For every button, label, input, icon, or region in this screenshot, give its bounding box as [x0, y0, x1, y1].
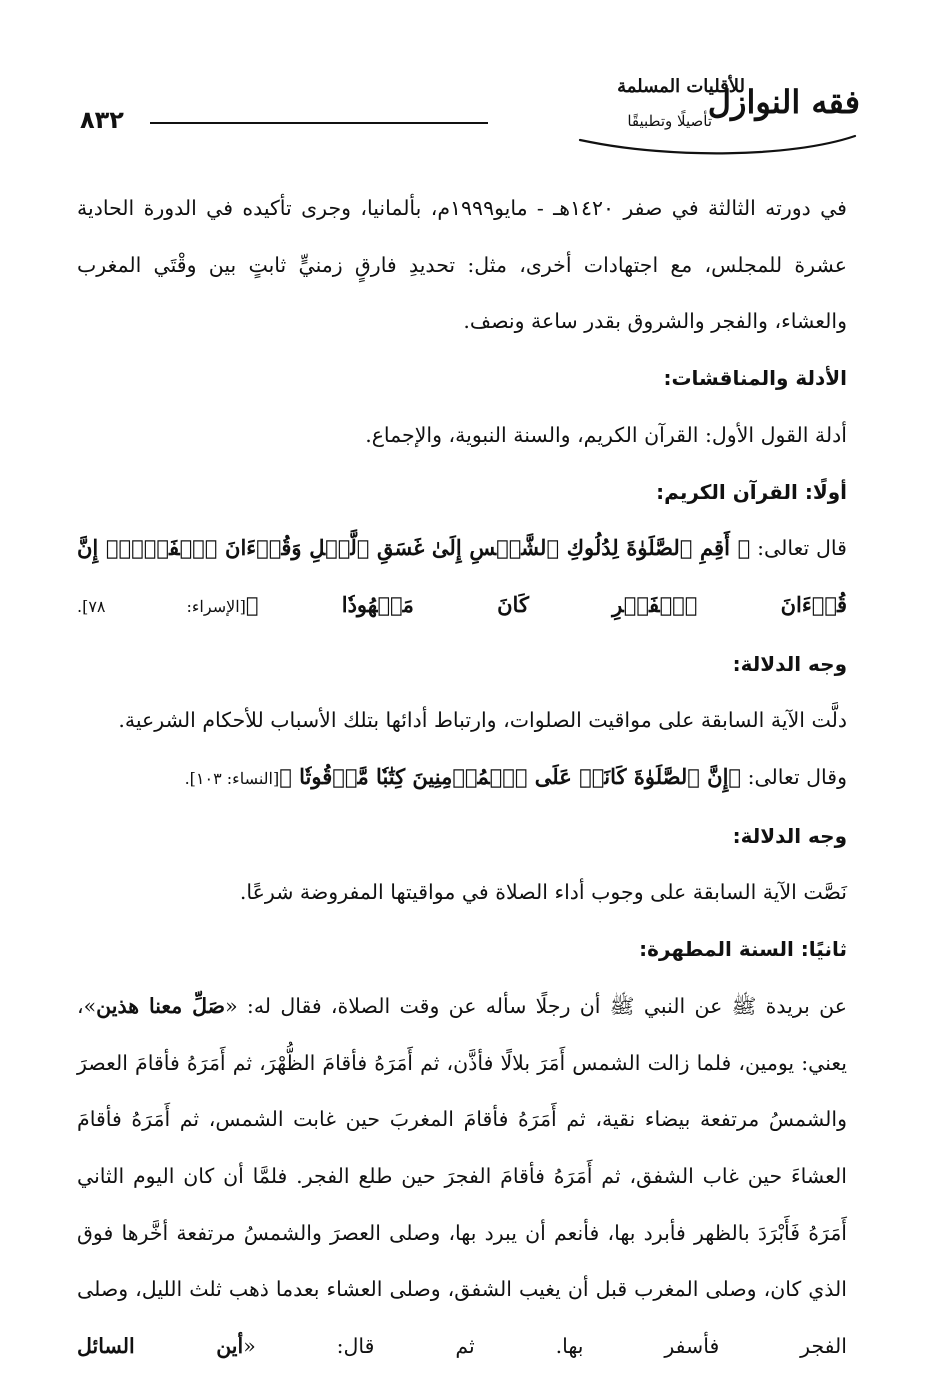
- book-title-logo: [500, 72, 860, 162]
- paragraph-indication-1: دلَّت الآية السابقة على مواقيت الصلوات، وارتباط أدائها بتلك الأسباب للأحكام الشرعية.: [118, 708, 847, 733]
- book-title-sub2: تأصيلًا وتطبيقًا: [627, 112, 712, 130]
- heading-indication-1: وجه الدلالة:: [732, 651, 847, 676]
- quran-verse-2-text: ﴿إِنَّ ٱلصَّلَوٰةَ كَانَتۡ عَلَى ٱلۡمُؤۡمِنِينَ كِتَٰبٗا مَّوۡقُوتٗا ﴾: [279, 764, 742, 790]
- paragraph-evidence-intro: أدلة القول الأول: القرآن الكريم، والسنة النبوية، والإجماع.: [365, 422, 847, 447]
- paragraph-indication-2: نَصَّت الآية السابقة على وجوب أداء الصلاة في مواقيتها المفروضة شرعًا.: [239, 880, 847, 905]
- paragraph-intro: في دورته الثالثة في صفر ١٤٢٠هـ - مايو١٩٩٩م، بألمانيا، وجرى تأكيده في الدورة الحادية عشرة للمجلس، مع اجتهادات أخرى، مثل: تحديدِ فارقٍ زمنيٍّ ثابتٍ بين وقْتَي المغرب والعشاء، والفجر والشروق بقدر ساعة ونصف.: [77, 196, 847, 334]
- book-title-sub: للأقليات المسلمة: [617, 76, 745, 97]
- heading-sunnah: ثانيًا: السنة المطهرة:: [639, 937, 847, 962]
- quran-verse-2-prefix: وقال تعالى:: [747, 765, 847, 790]
- page-number: ٨٣٢: [80, 106, 124, 134]
- quran-verse-1: [77, 520, 847, 635]
- hadith-text-1: عن بريدة ﷺ عن النبي ﷺ أن رجلًا سأله عن وقت الصلاة، فقال له: «: [225, 993, 847, 1018]
- quran-verse-1-text: ﴿ أَقِمِ ٱلصَّلَوٰةَ لِدُلُوكِ ٱلشَّمۡسِ إِلَىٰ غَسَقِ ٱلَّيۡلِ وَقُرۡءَانَ ٱلۡفَجۡرِۖ إِنَّ قُرۡءَانَ ٱلۡفَجۡرِ كَانَ مَشۡهُودٗا ﴾: [77, 535, 847, 617]
- heading-quran: أولًا: القرآن الكريم:: [656, 479, 847, 504]
- header-rule: [150, 122, 488, 124]
- hadith-quote-1: صَلِّ معنا هذين: [96, 993, 226, 1018]
- title-swash-ornament: [550, 132, 860, 156]
- quran-verse-1-prefix: قال تعالى:: [757, 536, 847, 561]
- quran-verse-2: [77, 749, 847, 808]
- heading-indication-2: وجه الدلالة:: [732, 823, 847, 848]
- heading-evidence: الأدلة والمناقشات:: [663, 366, 847, 391]
- quran-verse-2-reference: [النساء: ١٠٣].: [184, 769, 280, 789]
- quran-verse-1-reference: [الإسراء: ٧٨].: [77, 596, 246, 616]
- hadith-text-2: »، يعني: يومين، فلما زالت الشمس أَمَرَ بلالًا فأذَّن، ثم أَمَرَهُ فأقامَ الظُّهْرَ، ثم أَمَرَهُ فأقامَ العصرَ والشمسُ مرتفعة بيضاء نقية، ثم أَمَرَهُ فأقامَ المغربَ حين غابت الشمس، ثم أَمَرَهُ فأقامَ العشاءَ حين غاب الشفق، ثم أَمَرَهُ فأقامَ الفجرَ حين طلع الفجر. فلمَّا أن كان اليوم الثاني أَمَرَهُ فَأَبْرَدَ بالظهر فأبرد بها، فأنعم أن يبرد بها، وصلى العصرَ والشمسُ مرتفعة أخَّرها فوق الذي كان، وصلى المغرب قبل أن يغيب الشفق، وصلى العشاء بعدما ذهب ثلث الليل، وصلى الفجر فأسفر بها. ثم قال: «: [77, 993, 847, 1359]
- book-title-main: فقه النوازل: [707, 83, 860, 121]
- paragraph-hadith: [77, 978, 847, 1375]
- hadith-quote-2: أين السائل: [77, 1334, 244, 1359]
- page-body: [77, 180, 847, 1375]
- running-header: [80, 72, 860, 162]
